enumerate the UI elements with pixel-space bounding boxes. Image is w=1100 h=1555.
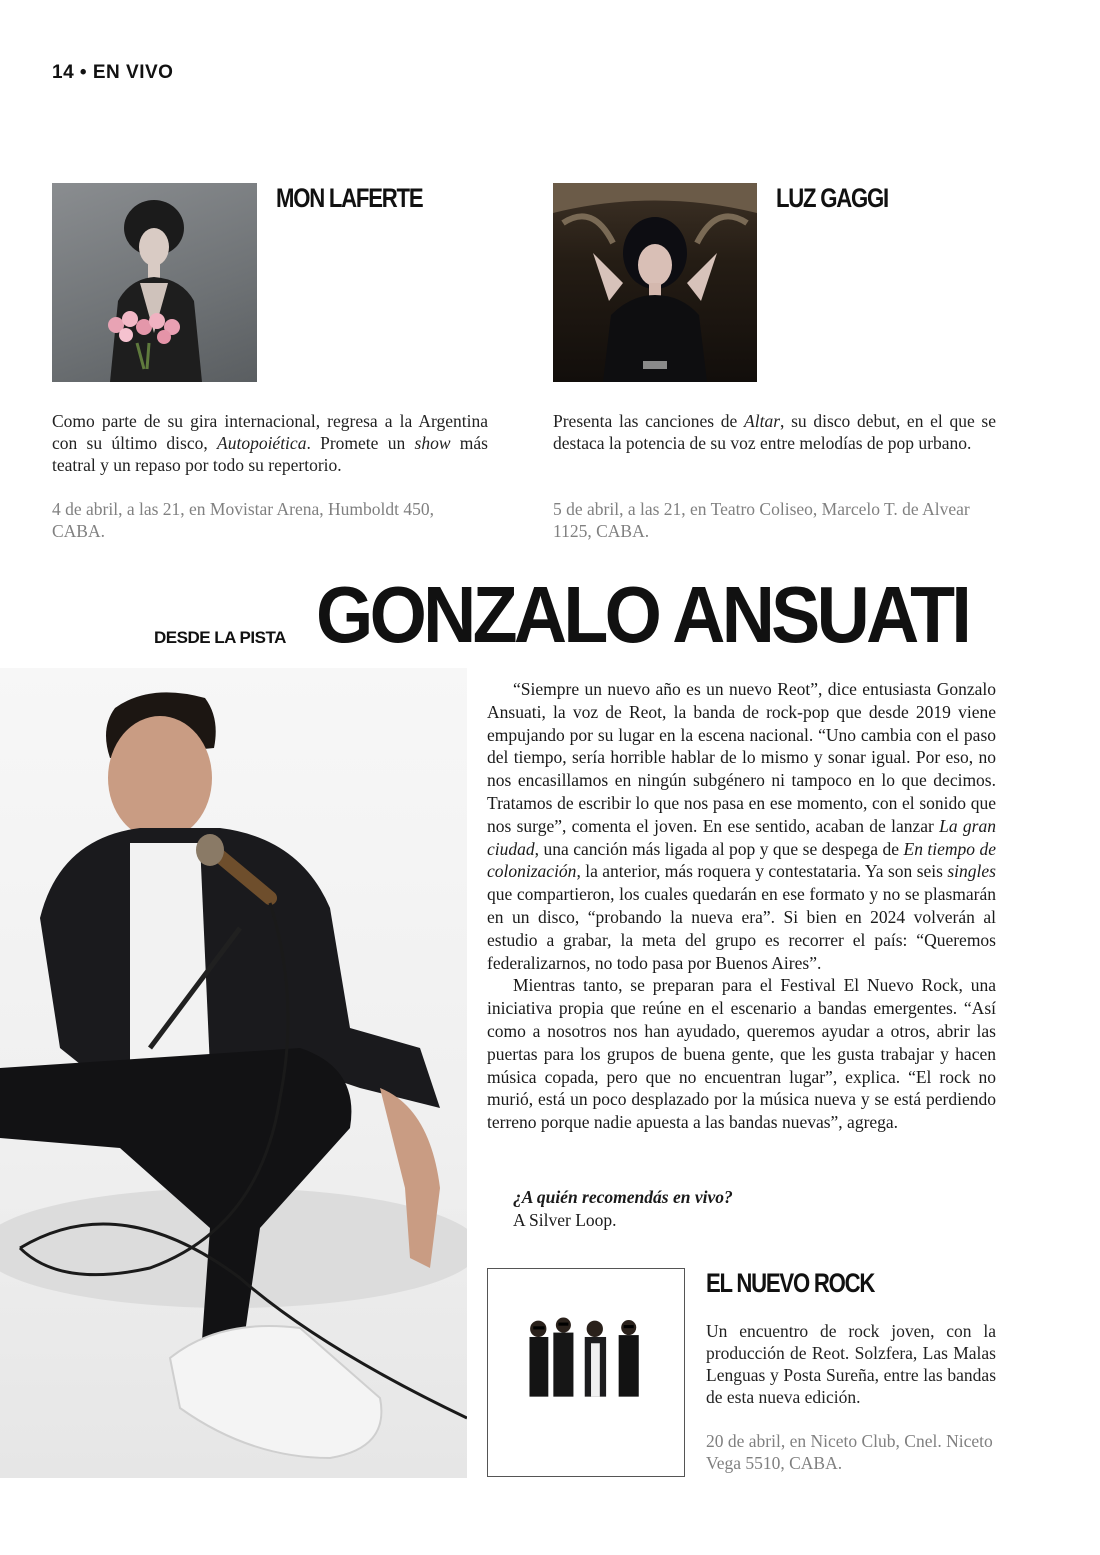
p1-singles: singles	[947, 861, 996, 882]
p1-text-4: que compartieron, los cuales quedarán en ese formato y no se plasmarán en un disco, “probando la nueva era”. Si bien en 2024 volverán al estudio a grabar, la meta del grupo es recorrer el país: “Queremos federalizarnos, no todo pasa por Buenos Aires”.	[487, 884, 996, 973]
el-nuevo-rock-title: EL NUEVO ROCK	[706, 1268, 875, 1298]
mon-laferte-figure	[52, 183, 257, 382]
el-nuevo-rock-info: 20 de abril, en Niceto Club, Cnel. Niceto Vega 5510, CABA.	[706, 1431, 993, 1473]
mon-laferte-photo	[52, 183, 257, 382]
gonzalo-ansuati-photo	[0, 668, 467, 1478]
luz-gaggi-title: LUZ GAGGI	[776, 183, 888, 213]
section-header: 14 • EN VIVO	[52, 62, 174, 83]
el-nuevo-rock-band-photo	[488, 1315, 684, 1445]
mon-laferte-text-1: Como parte de su gira internacional, regresa a la Argentina con su último disco,	[52, 411, 488, 453]
p1-text-3: , la anterior, más roquera y contestataria. Ya son seis	[576, 861, 948, 882]
luz-gaggi-text	[553, 410, 996, 454]
mon-laferte-text-3: más teatral y un repaso por todo su repertorio.	[52, 433, 488, 475]
mon-laferte-show: show	[414, 433, 451, 453]
p1-song: La gran ciudad	[487, 815, 996, 859]
luz-gaggi-photo	[553, 183, 757, 382]
feature-title: GONZALO ANSUATI	[316, 570, 969, 659]
article-paragraph-1	[487, 678, 996, 974]
mon-laferte-album: Autopoiética	[217, 433, 307, 453]
luz-gaggi-text-2: , su disco debut, en el que se destaca la potencia de su voz entre melodías de pop urbano.	[553, 411, 997, 453]
mon-laferte-title: MON LAFERTE	[276, 183, 423, 213]
feature-article	[487, 678, 996, 1134]
mon-laferte-info: 4 de abril, a las 21, en Movistar Arena, Humboldt 450, CABA.	[52, 499, 435, 541]
luz-gaggi-figure	[553, 183, 757, 382]
mon-laferte-text-2: . Promete un	[306, 433, 415, 453]
qa-answer: A Silver Loop.	[513, 1209, 617, 1230]
p1-text-2: , una canción más ligada al pop y que se despega de	[534, 838, 904, 859]
el-nuevo-rock-photo-frame	[487, 1268, 685, 1477]
qa-question: ¿A quién recomendás en vivo?	[513, 1187, 733, 1207]
article-paragraph-2: Mientras tanto, se preparan para el Festival El Nuevo Rock, una iniciativa propia que reúne en el escenario a bandas emergentes. “Así como a nosotros nos han ayudado, queremos ayudar a otros, abrir las puertas para los grupos de buena gente, que les gusta trabajar y hacen música copada, pero que no encuentran lugar”, explica. “El rock no murió, está un poco desplazado por la música nueva y se está perdiendo terreno porque nadie apuesta a las bandas nuevas”, agrega.	[487, 975, 996, 1133]
feature-qa	[513, 1186, 993, 1232]
p1-text-1: “Siempre un nuevo año es un nuevo Reot”, dice entusiasta Gonzalo Ansuati, la voz de Reot, la banda de rock-pop que desde 2019 viene empujando por su lugar en la escena nacional. “Uno cambia con el paso del tiempo, sería horrible hablar de lo mismo y sonar igual. Por eso, no nos encasillamos en ningún subgénero ni tampoco en lo que decimos. Tratamos de escribir lo que nos pasa en ese momento, con el sonido que nos surge”, comenta el joven. En ese sentido, acaban de lanzar	[487, 679, 996, 836]
gonzalo-ansuati-figure	[0, 668, 467, 1478]
luz-gaggi-info: 5 de abril, a las 21, en Teatro Coliseo, Marcelo T. de Alvear 1125, CABA.	[553, 499, 970, 541]
luz-gaggi-text-1: Presenta las canciones de	[553, 411, 745, 431]
feature-kicker: DESDE LA PISTA	[154, 628, 286, 647]
mon-laferte-text	[52, 410, 488, 476]
el-nuevo-rock-text: Un encuentro de rock joven, con la producción de Reot. Solzfera, Las Malas Lenguas y Posta Sureña, entre las bandas de esta nueva edición.	[706, 1321, 996, 1407]
luz-gaggi-album: Altar	[744, 411, 781, 431]
p1-prev-song: En tiempo de colonización	[487, 838, 997, 882]
